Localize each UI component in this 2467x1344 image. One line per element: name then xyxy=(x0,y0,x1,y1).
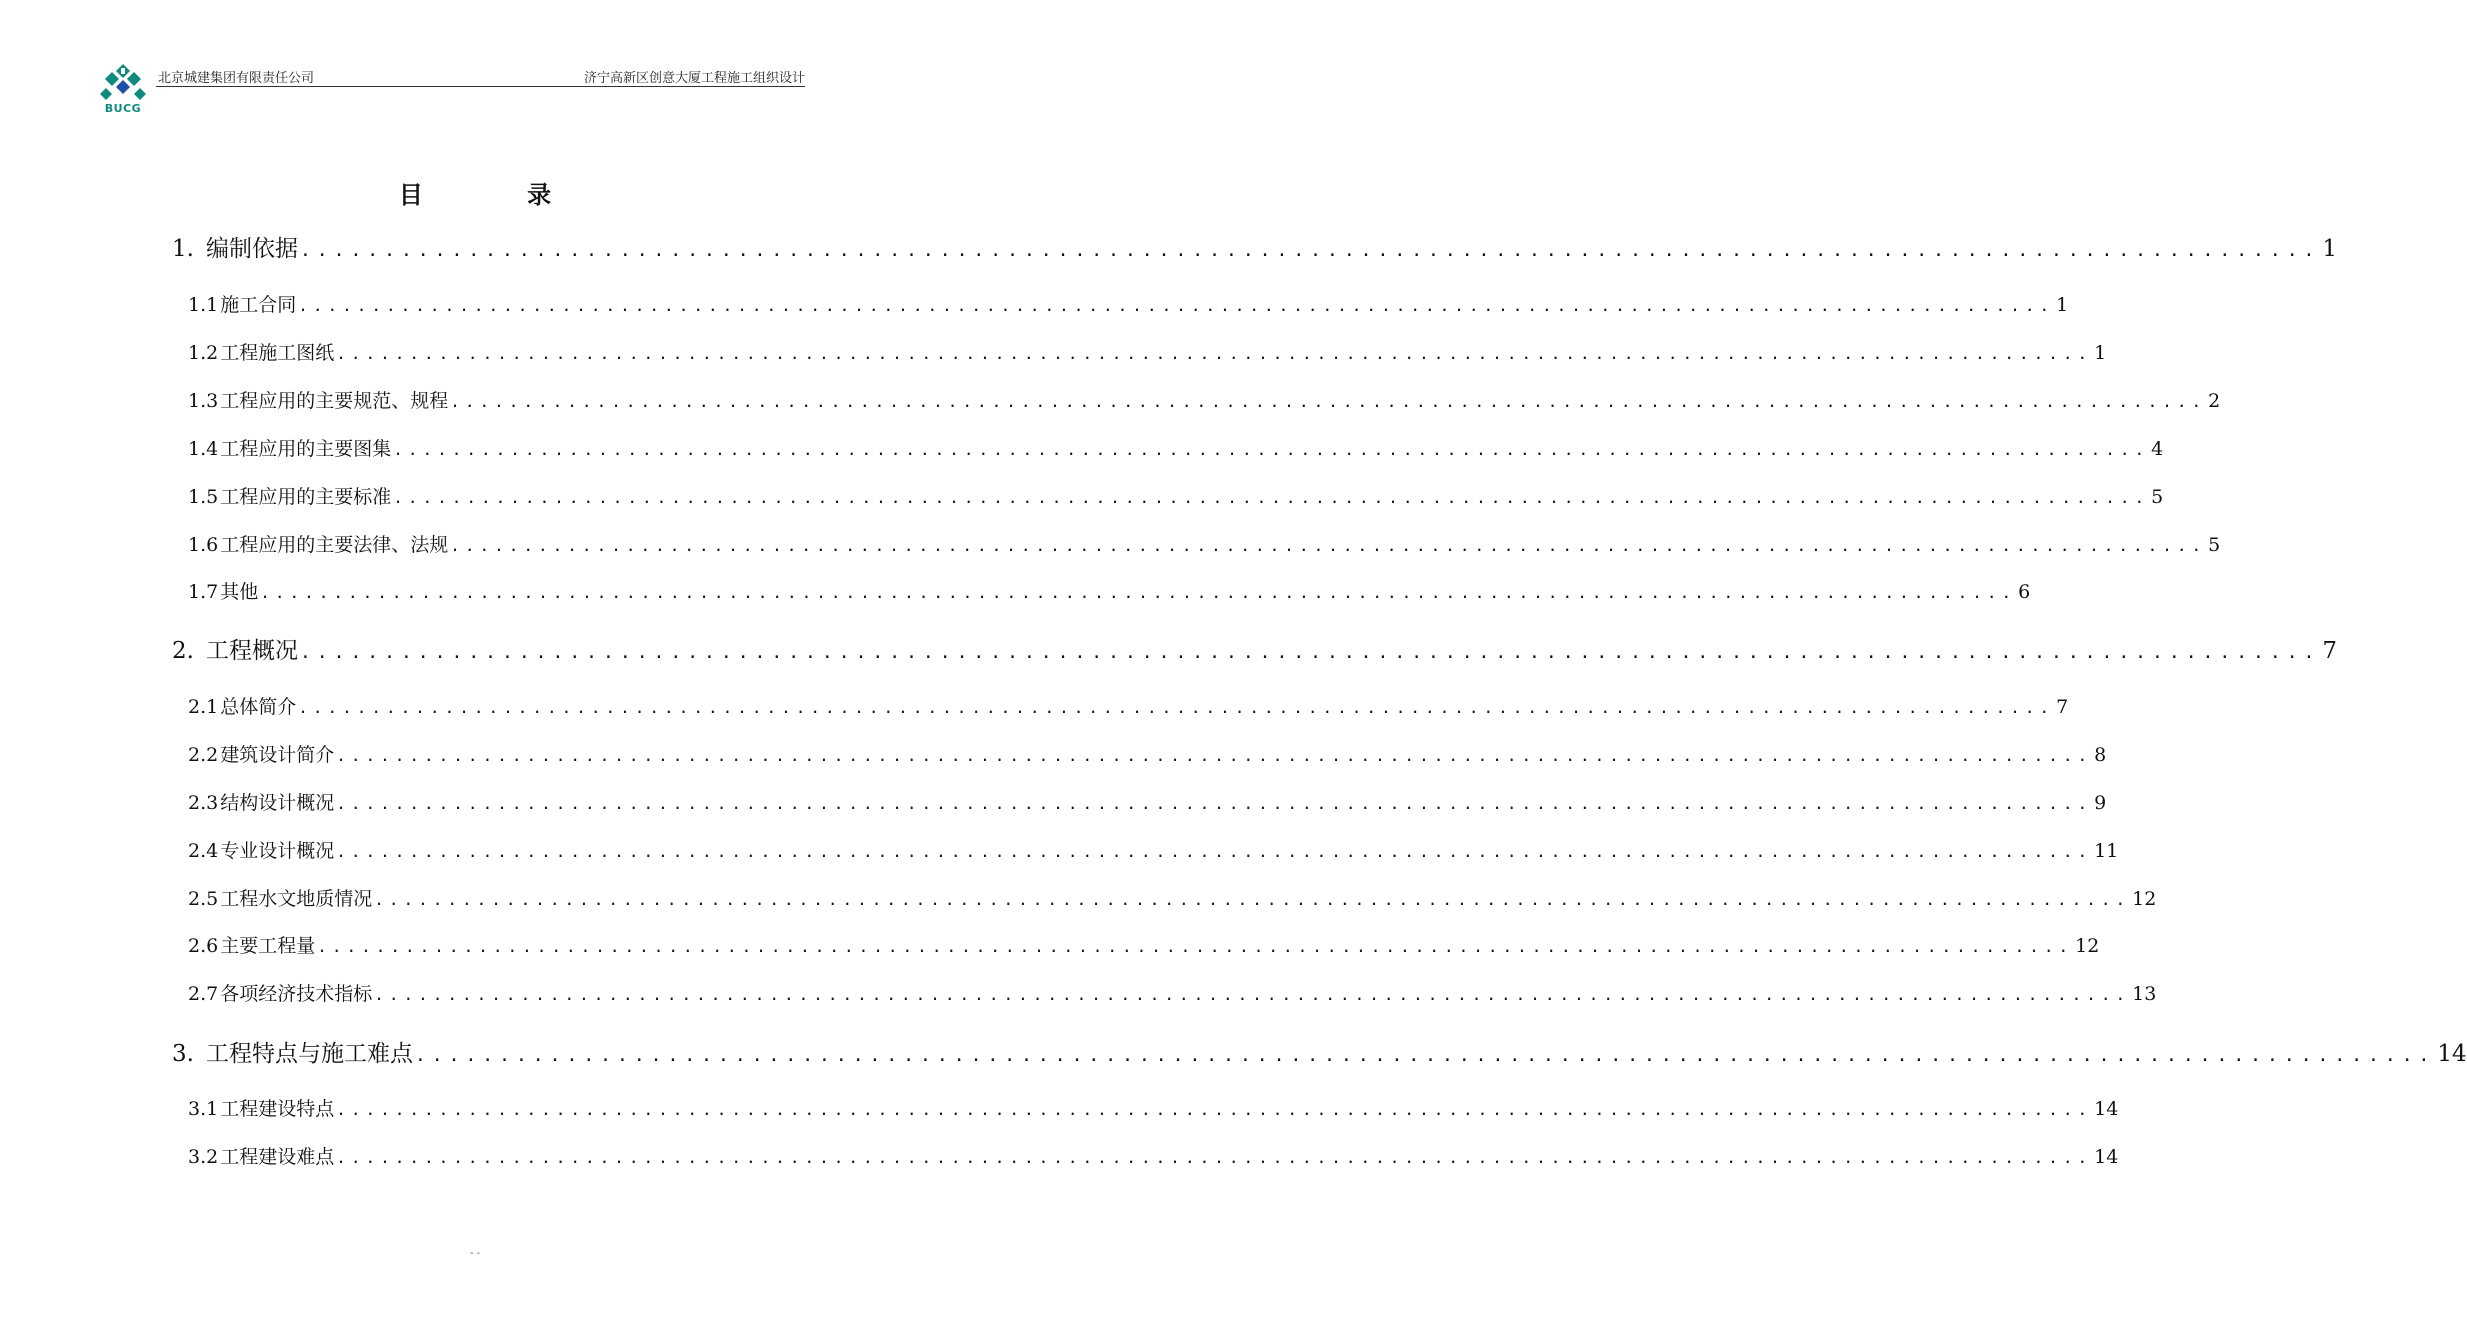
toc-entry-title: 工程水文地质情况 xyxy=(220,888,373,910)
toc-entry-title: 建筑设计简介 xyxy=(220,744,335,766)
toc-section-entry[interactable] xyxy=(188,482,2164,509)
toc-dot-leader: ........................................................................................................................ xyxy=(299,240,2321,261)
toc-entry-title: 施工合同 xyxy=(220,294,297,316)
toc-entry-page: 9 xyxy=(2094,792,2107,814)
bucg-logo xyxy=(100,62,146,118)
page-header xyxy=(100,58,805,118)
toc-entry-number: 3.2 xyxy=(188,1146,219,1168)
toc-entry-title: 工程应用的主要法律、法规 xyxy=(220,534,449,556)
toc-section-entry[interactable] xyxy=(188,836,2119,863)
toc-dot-leader: ........................................................................................................................ xyxy=(414,1045,2436,1066)
toc-dot-leader: ........................................................................................................................ xyxy=(450,536,2207,555)
toc-dot-leader: ........................................................................................................................ xyxy=(374,985,2131,1004)
toc-section-entry[interactable] xyxy=(188,290,2069,317)
toc-section-entry[interactable] xyxy=(188,338,2107,365)
toc-entry-number: 2.7 xyxy=(188,983,219,1005)
toc-dot-leader: ........................................................................................................................ xyxy=(299,642,2321,663)
toc-dot-leader: ........................................................................................................................ xyxy=(336,344,2093,363)
toc-dot-leader: ........................................................................................................................ xyxy=(260,583,2017,602)
toc-dot-leader: ........................................................................................................................ xyxy=(393,488,2150,507)
toc-entry-page: 12 xyxy=(2132,888,2157,910)
toc-entry-title: 工程施工图纸 xyxy=(220,342,335,364)
logo-text: BUCG xyxy=(104,102,142,115)
toc-entry-title: 各项经济技术指标 xyxy=(220,983,373,1005)
toc-dot-leader: ........................................................................................................................ xyxy=(317,937,2074,956)
toc-entry-number: 2.5 xyxy=(188,888,219,910)
toc-dot-leader: ........................................................................................................................ xyxy=(336,746,2093,765)
toc-entry-title: 编制依据 xyxy=(205,236,298,262)
toc-entry-page: 7 xyxy=(2056,696,2069,718)
document-title: 济宁高新区创意大厦工程施工组织设计 xyxy=(583,71,805,86)
toc-entry-title: 工程建设特点 xyxy=(220,1098,335,1120)
toc-section-entry[interactable] xyxy=(188,386,2221,413)
toc-entry-number: 1.4 xyxy=(188,438,219,460)
toc-dot-leader: ........................................................................................................................ xyxy=(298,698,2055,717)
toc-entry-number: 1.2 xyxy=(188,342,219,364)
toc-chapter-entry[interactable] xyxy=(172,230,2338,263)
toc-entry-number: 2.1 xyxy=(188,696,219,718)
toc-entry-number: 2.2 xyxy=(188,744,219,766)
toc-entry-page: 14 xyxy=(2094,1098,2119,1120)
toc-entry-title: 主要工程量 xyxy=(220,935,316,957)
toc-entry-number: 2.6 xyxy=(188,935,219,957)
toc-entry-page: 7 xyxy=(2322,638,2338,664)
toc-section-entry[interactable] xyxy=(188,577,2031,604)
toc-entry-number: 1.3 xyxy=(188,390,219,412)
toc-entry-page: 6 xyxy=(2018,581,2031,603)
toc-section-entry[interactable] xyxy=(188,692,2069,719)
toc-title: 目 录 xyxy=(398,180,600,209)
toc-entry-page: 5 xyxy=(2151,486,2164,508)
toc-section-entry[interactable] xyxy=(188,979,2157,1006)
toc-entry-number: 2. xyxy=(172,638,194,664)
toc-entry-title: 工程特点与施工难点 xyxy=(205,1041,413,1067)
toc-entry-page: 13 xyxy=(2132,983,2157,1005)
toc-entry-title: 工程应用的主要规范、规程 xyxy=(220,390,449,412)
toc-dot-leader: ........................................................................................................................ xyxy=(336,794,2093,813)
toc-entry-page: 1 xyxy=(2094,342,2107,364)
toc-entry-title: 工程应用的主要标准 xyxy=(220,486,392,508)
toc-chapter-entry[interactable] xyxy=(172,632,2338,665)
toc-section-entry[interactable] xyxy=(188,1094,2119,1121)
toc-dot-leader: ........................................................................................................................ xyxy=(336,1100,2093,1119)
toc-entry-title: 工程建设难点 xyxy=(220,1146,335,1168)
toc-dot-leader: ........................................................................................................................ xyxy=(298,296,2055,315)
toc-entry-page: 11 xyxy=(2094,840,2119,862)
header-divider xyxy=(156,86,805,87)
toc-chapter-entry[interactable] xyxy=(172,1035,2467,1068)
toc-entry-page: 1 xyxy=(2056,294,2069,316)
toc-section-entry[interactable] xyxy=(188,434,2164,461)
toc-entry-number: 1. xyxy=(172,236,194,262)
toc-dot-leader: ........................................................................................................................ xyxy=(336,842,2093,861)
toc-entry-number: 3. xyxy=(172,1041,194,1067)
toc-entry-page: 2 xyxy=(2208,390,2221,412)
toc-entry-number: 3.1 xyxy=(188,1098,219,1120)
toc-dot-leader: ........................................................................................................................ xyxy=(336,1148,2093,1167)
toc-section-entry[interactable] xyxy=(188,788,2107,815)
toc-section-entry[interactable] xyxy=(188,931,2100,958)
toc-section-entry[interactable] xyxy=(188,740,2107,767)
toc-entry-title: 其他 xyxy=(220,581,259,603)
toc-section-entry[interactable] xyxy=(188,1142,2119,1169)
toc-entry-number: 1.5 xyxy=(188,486,219,508)
bucg-logo-icon xyxy=(100,62,146,102)
toc-entry-page: 4 xyxy=(2151,438,2164,460)
toc-entry-title: 专业设计概况 xyxy=(220,840,335,862)
toc-entry-title: 工程概况 xyxy=(205,638,298,664)
toc-entry-page: 12 xyxy=(2075,935,2100,957)
toc-entry-title: 结构设计概况 xyxy=(220,792,335,814)
toc-entry-number: 1.7 xyxy=(188,581,219,603)
toc-section-entry[interactable] xyxy=(188,884,2157,911)
toc-entry-page: 5 xyxy=(2208,534,2221,556)
toc-entry-number: 2.4 xyxy=(188,840,219,862)
toc-dot-leader: ........................................................................................................................ xyxy=(393,440,2150,459)
toc-section-entry[interactable] xyxy=(188,530,2221,557)
toc-entry-title: 工程应用的主要图集 xyxy=(220,438,392,460)
toc-entry-number: 1.1 xyxy=(188,294,219,316)
toc-entry-page: 8 xyxy=(2094,744,2107,766)
toc-entry-number: 1.6 xyxy=(188,534,219,556)
toc-dot-leader: ........................................................................................................................ xyxy=(450,392,2207,411)
toc-dot-leader: ........................................................................................................................ xyxy=(374,890,2131,909)
toc-entry-page: 14 xyxy=(2094,1146,2119,1168)
company-name: 北京城建集团有限责任公司 xyxy=(158,71,315,86)
toc-entry-page: 1 xyxy=(2322,236,2338,262)
toc-entry-title: 总体简介 xyxy=(220,696,297,718)
toc-entry-number: 2.3 xyxy=(188,792,219,814)
page-footer: - - xyxy=(470,1248,480,1259)
toc-entry-page: 14 xyxy=(2437,1041,2467,1067)
